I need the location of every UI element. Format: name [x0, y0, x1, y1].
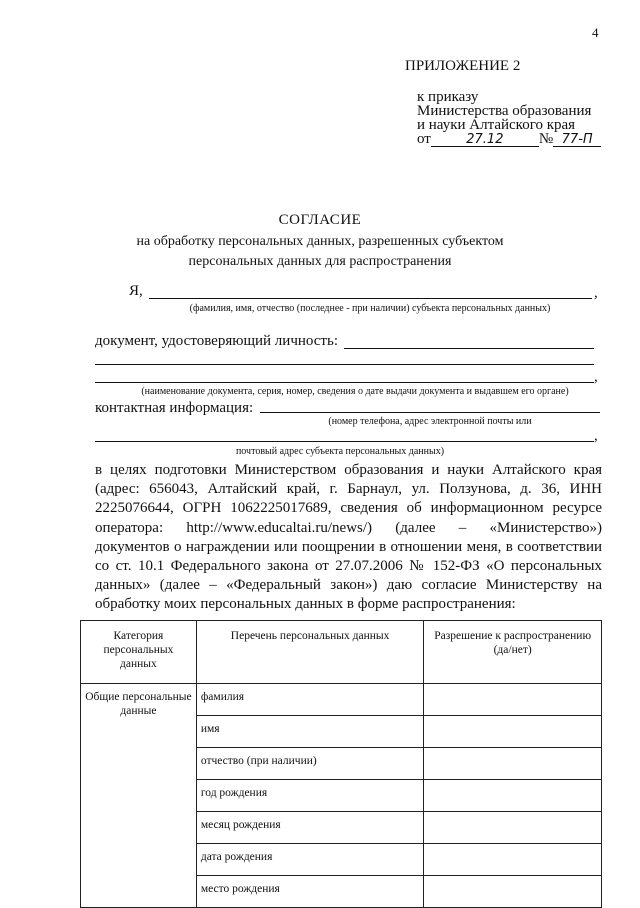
appendix-title: ПРИЛОЖЕНИЕ 2 — [405, 58, 521, 74]
subtitle-line-2: персональных данных для распространения — [188, 254, 452, 269]
i-label: Я, — [129, 283, 143, 299]
table-header-row — [81, 621, 602, 684]
data-item-cell: отчество (при наличии) — [196, 748, 423, 780]
permission-cell[interactable] — [424, 684, 602, 716]
personal-data-table — [80, 620, 602, 908]
consent-body-text: в целях подготовки Министерством образования и науки Алтайского края (адрес: 656043, Алтайский край, г. Барнаул, ул. Ползунова, д. 36, ИНН 2225076644, ОГРН 1062225017689, сведения об информационном ресурсе оператора: http://www.educaltai.ru/news/) (далее – «Министерство») документов о награждении или поощрении в отношении меня, в соответствии со ст. 10.1 Федерального закона от 27.07.2006 № 152-ФЗ «О персональных данных» (далее – «Федеральный закон») даю согласие Министерству на обработку моих персональных данных в форме распространения: — [95, 462, 602, 613]
permission-cell[interactable] — [424, 812, 602, 844]
data-item-cell: фамилия — [196, 684, 423, 716]
permission-cell[interactable] — [424, 716, 602, 748]
document-title: СОГЛАСИЕ — [278, 212, 362, 228]
subtitle-line-1: на обработку персональных данных, разрешенных субъектом — [136, 234, 504, 249]
header-category: Категория персональных данных — [81, 621, 197, 684]
appendix-date-line — [417, 132, 625, 147]
id-doc-comma: , — [594, 369, 598, 385]
name-comma: , — [594, 285, 598, 301]
permission-cell[interactable] — [424, 748, 602, 780]
number-prefix: № — [538, 131, 554, 147]
postal-caption: почтовый адрес субъекта персональных данных) — [235, 446, 445, 457]
id-doc-field-line-2[interactable] — [95, 364, 594, 365]
header-permission: Разрешение к распространению (да/нет) — [424, 621, 602, 684]
id-doc-field[interactable] — [344, 348, 594, 349]
data-item-cell: месяц рождения — [196, 812, 423, 844]
category-cell: Общие персональные данные — [81, 684, 197, 908]
data-item-cell: дата рождения — [196, 844, 423, 876]
permission-cell[interactable] — [424, 844, 602, 876]
date-value: 27.12 — [431, 133, 539, 147]
permission-cell[interactable] — [424, 780, 602, 812]
document-subtitle — [0, 232, 640, 272]
header-list: Перечень персональных данных — [196, 621, 423, 684]
appendix-line-3: и науки Алтайского края — [417, 117, 576, 133]
data-item-cell: место рождения — [196, 876, 423, 908]
data-item-cell: год рождения — [196, 780, 423, 812]
id-doc-label: документ, удостоверяющий личность: — [95, 333, 338, 349]
name-caption: (фамилия, имя, отчество (последнее - при наличии) субъекта персональных данных) — [189, 303, 551, 314]
permission-cell[interactable] — [424, 876, 602, 908]
appendix-block — [405, 58, 625, 147]
data-item-cell: имя — [196, 716, 423, 748]
contact-comma: , — [594, 428, 598, 444]
number-value: 77-П — [553, 133, 601, 147]
contact-label: контактная информация: — [95, 400, 254, 416]
name-field[interactable] — [149, 298, 592, 299]
appendix-line-1: к приказу — [417, 89, 479, 105]
id-doc-field-line-3[interactable] — [95, 382, 594, 383]
contact-field[interactable] — [260, 412, 600, 413]
table-row — [81, 684, 602, 716]
date-prefix: от — [417, 131, 431, 147]
appendix-line-2: Министерства образования — [417, 103, 592, 119]
contact-field-line-2[interactable] — [95, 441, 594, 442]
id-doc-caption: (наименование документа, серия, номер, сведения о дате выдачи документа и выдавшем его органе) — [141, 386, 569, 397]
contact-caption: (номер телефона, адрес электронной почты или — [328, 416, 532, 427]
page-number: 4 — [592, 25, 599, 40]
